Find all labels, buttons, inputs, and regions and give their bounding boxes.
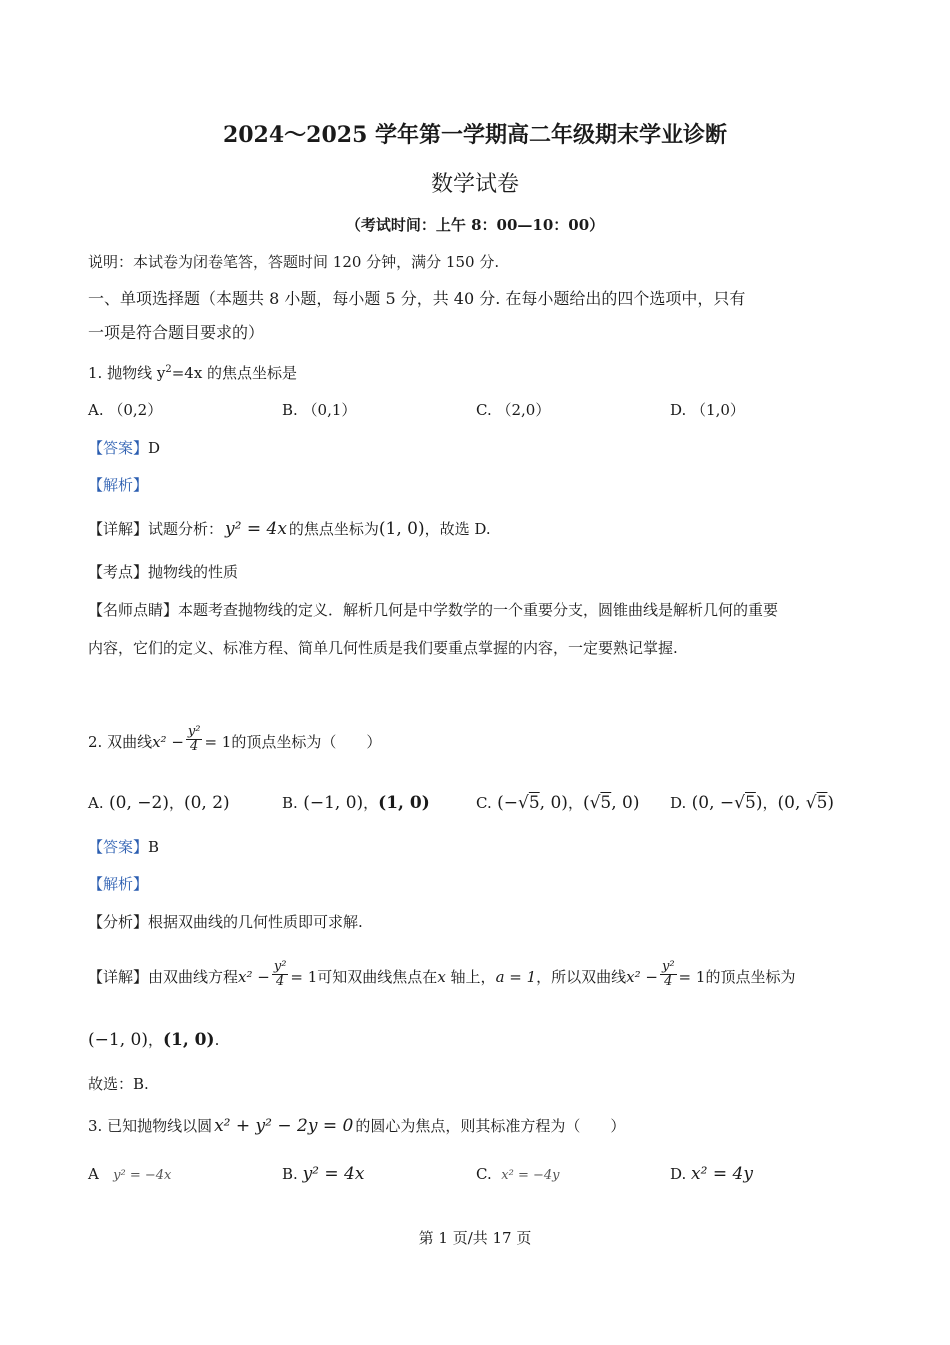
q2-vertices (88, 1029, 219, 1051)
q2-conclusion: 故选：B. (88, 1075, 149, 1093)
q3-opt-c-value: x² = −4y (501, 1168, 560, 1183)
q1-comment-line1 (88, 600, 778, 620)
q2-opt-c-sep: ， (567, 794, 583, 812)
q2-answer (88, 837, 159, 857)
q2-detail-frac-num: y² (273, 958, 287, 974)
q2-opt-c-2a: (√ (582, 793, 601, 813)
q2-detail-eq: = 1 (290, 968, 318, 986)
q2-opt-c-1a: (−√ (497, 793, 529, 813)
q1-detail-equation: y² = 4x (225, 519, 287, 539)
q3-opt-a-label: A (88, 1165, 99, 1183)
q2-opt-d-2a: (0, √ (777, 793, 817, 813)
q2-option-a (88, 792, 230, 814)
q2-opt-d-label: D. (670, 794, 687, 812)
exam-subtitle: 数学试卷 (430, 172, 519, 197)
section-heading-line1: 一、单项选择题（本题共 8 小题，每小题 5 分，共 40 分. 在每小题给出的四个选项中，只有 (88, 289, 746, 308)
q1-option-b: B. （0,1） (282, 401, 357, 419)
q2-detail-4: ，所以双曲线 (536, 968, 627, 986)
q2-detail-2: 可知双曲线焦点在 (317, 968, 438, 986)
q2-stem-post: 的顶点坐标为（ ） (231, 733, 382, 751)
q2-detail-fraction (272, 960, 289, 989)
q1-analysis-label: 【解析】 (88, 476, 149, 494)
q2-detail-3: 轴上， (445, 968, 496, 986)
q2-detail-1: 由双曲线方程 (148, 968, 239, 986)
q2-option-b (282, 792, 430, 814)
q2-opt-d-1a: (0, −√ (691, 793, 746, 813)
q2-detail-a: a = 1 (495, 968, 537, 986)
q2-opt-b-sep: ， (363, 794, 379, 812)
q2-opt-c-1b: 5 (528, 793, 540, 813)
fenxi-label: 【分析】 (88, 913, 149, 931)
q1-stem-pre: 1. 抛物线 y (88, 364, 166, 382)
q2-answer-value: B (148, 838, 160, 856)
answer-label: 【答案】 (88, 439, 149, 457)
point-label: 【考点】 (88, 563, 149, 581)
q2-fenxi-value: 根据双曲线的几何性质即可求解. (148, 913, 363, 931)
comment-label: 【名师点睛】 (88, 601, 179, 619)
q1-comment-line2: 内容，它们的定义、标准方程、简单几何性质是我们要重点掌握的内容，一定要熟记掌握. (88, 639, 678, 657)
q2-stem-x2: x² − (152, 733, 184, 751)
q2-detail-x2b: x² − (626, 968, 658, 986)
q2-opt-d-2b: 5 (816, 793, 828, 813)
q1-stem-post: =4x 的焦点坐标是 (171, 364, 298, 382)
q3-stem (88, 1115, 625, 1137)
q2-stem-pre: 2. 双曲线 (88, 733, 153, 751)
q3-option-c (476, 1163, 559, 1187)
q2-opt-c-1c: , 0) (539, 793, 568, 813)
q2-detail-frac-num-2: y² (661, 958, 675, 974)
q2-detail-5: 的顶点坐标为 (705, 968, 796, 986)
q2-detail-frac-den-2: 4 (664, 973, 673, 989)
q1-answer (88, 438, 160, 458)
q2-detail-x: x (437, 968, 446, 986)
q3-option-a (88, 1163, 171, 1187)
q2-option-c (476, 792, 640, 814)
q3-opt-b-label: B. (282, 1165, 298, 1183)
q1-answer-value: D (148, 439, 161, 457)
q3-stem-equation: x² + y² − 2y = 0 (214, 1116, 354, 1136)
q1-point (88, 562, 238, 582)
exam-title: 2024～2025 学年第一学期高二年级期末学业诊断 (222, 122, 728, 148)
q2-opt-b-label: B. (282, 794, 298, 812)
q2-stem-eq: = 1 (204, 733, 232, 751)
q2-opt-c-label: C. (476, 794, 492, 812)
q2-option-d (670, 792, 834, 814)
q2-vertex-1: (−1, 0) (88, 1030, 148, 1050)
q2-detail (88, 958, 796, 989)
q2-vertex-sep: ， (147, 1031, 163, 1049)
q2-opt-d-1c: ) (755, 793, 763, 813)
q2-opt-d-sep: ， (762, 794, 778, 812)
q2-opt-b-1: (−1, 0) (303, 793, 364, 813)
q1-detail-post: ，故选 D. (424, 520, 491, 538)
q2-detail-eq-2: = 1 (678, 968, 706, 986)
q2-opt-c-2c: , 0) (611, 793, 640, 813)
detail-label: 【详解】 (88, 520, 149, 538)
q1-option-c: C. （2,0） (476, 401, 551, 419)
q2-detail-fraction-2 (660, 960, 677, 989)
q1-detail (88, 519, 491, 539)
q2-stem-fraction (186, 725, 203, 754)
q2-opt-a-sep: ， (168, 794, 184, 812)
q2-opt-b-2: (1, 0) (378, 793, 430, 813)
q2-opt-d-1b: 5 (745, 793, 756, 813)
q1-stem (88, 363, 297, 383)
q2-opt-a-1: (0, −2) (109, 793, 169, 813)
q3-opt-c-label: C. (476, 1165, 492, 1183)
q1-comment-text1: 本题考查抛物线的定义．解析几何是中学数学的一个重要分支，圆锥曲线是解析几何的重要 (178, 601, 779, 619)
exam-note: 说明：本试卷为闭卷笔答，答题时间 120 分钟，满分 150 分. (88, 253, 500, 271)
q2-frac-num: y² (187, 723, 201, 739)
detail-label: 【详解】 (88, 968, 149, 986)
q1-detail-mid: 的焦点坐标为 (288, 520, 379, 538)
q3-option-d (670, 1163, 753, 1185)
answer-label: 【答案】 (88, 838, 149, 856)
exam-time: （考试时间：上午 8：00—10：00） (345, 216, 605, 234)
q2-opt-a-label: A. (88, 794, 104, 812)
q1-point-value: 抛物线的性质 (148, 563, 239, 581)
q3-stem-pre: 3. 已知抛物线以圆 (88, 1117, 213, 1135)
q3-opt-d-value: x² = 4y (691, 1164, 753, 1184)
q2-opt-d-2c: ) (827, 793, 835, 813)
q2-fenxi (88, 912, 363, 932)
q3-opt-a-value: y² = −4x (113, 1168, 172, 1183)
q1-option-a: A. （0,2） (88, 401, 163, 419)
q1-detail-pre: 试题分析： (148, 520, 224, 538)
q3-stem-post: 的圆心为焦点，则其标准方程为（ ） (355, 1117, 626, 1135)
q1-detail-point: (1, 0) (378, 519, 425, 539)
q1-stem-sup: 2 (165, 364, 172, 375)
q2-detail-x2: x² − (238, 968, 270, 986)
q2-vertex-end: . (214, 1031, 220, 1049)
q3-opt-b-value: y² = 4x (302, 1164, 365, 1184)
page-footer: 第 1 页/共 17 页 (418, 1229, 532, 1247)
q2-analysis-label: 【解析】 (88, 875, 149, 893)
q1-option-d: D. （1,0） (670, 401, 745, 419)
q2-vertex-2: (1, 0) (162, 1030, 215, 1050)
q3-option-b (282, 1163, 364, 1185)
q2-frac-den: 4 (190, 738, 199, 754)
q2-stem (88, 723, 382, 754)
section-heading-line2: 一项是符合题目要求的） (88, 323, 265, 342)
q2-opt-c-2b: 5 (600, 793, 612, 813)
q3-opt-d-label: D. (670, 1165, 687, 1183)
q2-detail-frac-den: 4 (275, 973, 285, 989)
q2-opt-a-2: (0, 2) (183, 793, 230, 813)
